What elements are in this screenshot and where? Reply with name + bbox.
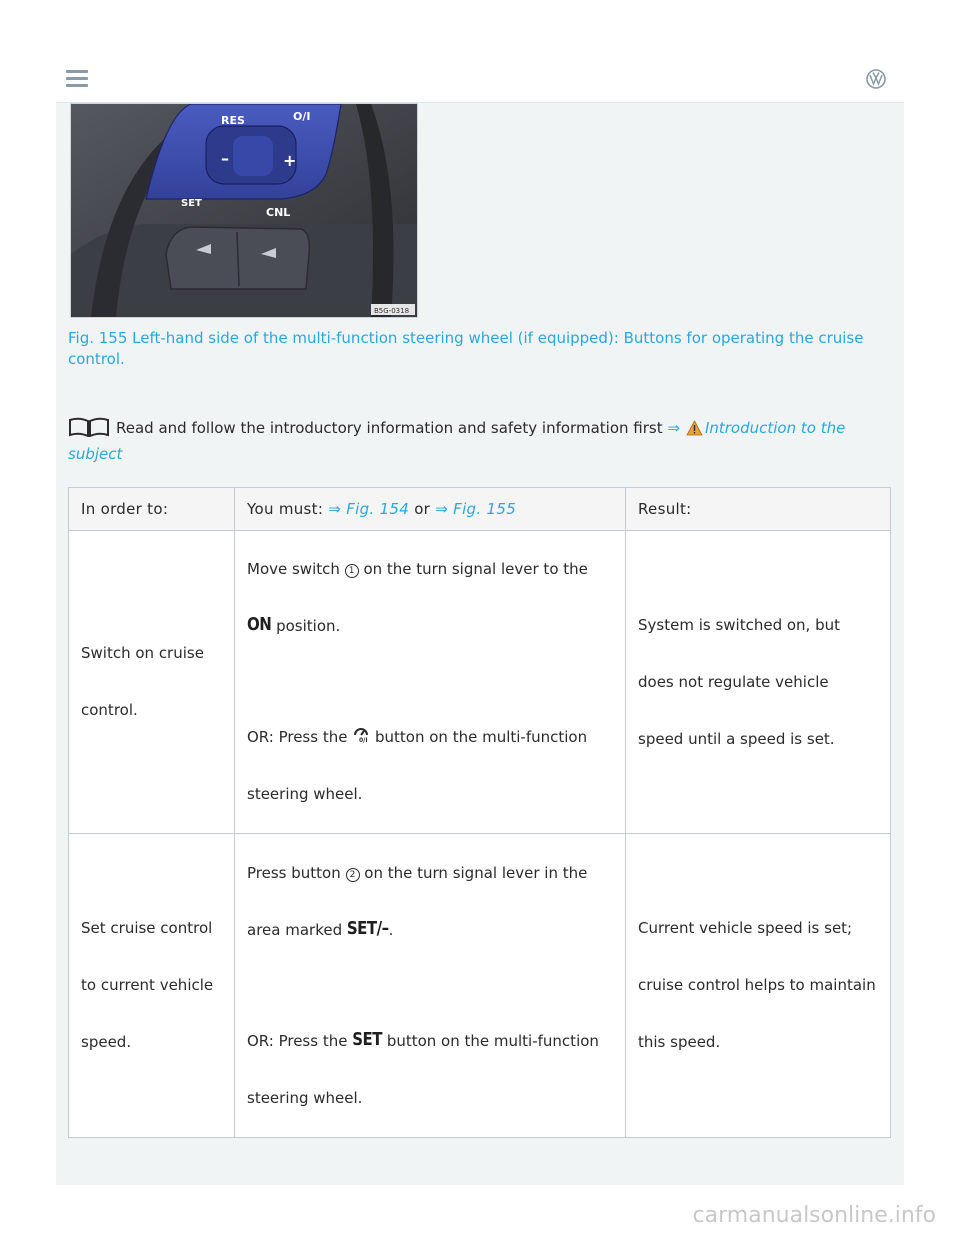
minus-button-label: –: [221, 149, 229, 168]
action-cell: [235, 531, 626, 834]
action-or-prefix: OR: Press the: [247, 1031, 348, 1050]
action-cell: [235, 834, 626, 1138]
intro-arrow: ⇒: [667, 419, 680, 437]
vw-logo-icon[interactable]: [866, 69, 886, 89]
cruise-control-table: [68, 487, 891, 1138]
fig-155-link[interactable]: ⇒ Fig. 155: [435, 500, 517, 518]
result-cell: System is switched on, but does not regulate vehicle speed until a speed is set.: [626, 531, 891, 834]
action-mid: on the turn signal lever in the area marked: [247, 863, 588, 939]
action-prefix: Press button: [247, 863, 341, 882]
onoff-button-label: O/I: [293, 110, 311, 123]
top-navigation-bar: [56, 56, 904, 103]
header-or-text: or: [414, 500, 431, 518]
result-cell: Current vehicle speed is set; cruise control helps to maintain this speed.: [626, 834, 891, 1138]
action-step-2: [247, 709, 613, 823]
steering-wheel-figure: [70, 103, 418, 318]
action-step-1: [247, 845, 613, 959]
set-button-label: SET: [181, 198, 202, 209]
warning-triangle-icon: [686, 420, 703, 436]
intro-text: Read and follow the introductory information and safety information first: [116, 419, 663, 437]
hamburger-menu-icon[interactable]: [66, 70, 88, 88]
page-content: [56, 103, 904, 1185]
table-header-row: [69, 488, 891, 531]
table-row: [69, 531, 891, 834]
svg-text:0/I: 0/I: [359, 737, 368, 743]
action-suffix: .: [388, 920, 394, 939]
action-step-1: [247, 541, 613, 655]
steering-wheel-illustration: [71, 104, 417, 317]
action-suffix: position.: [276, 617, 341, 635]
fig-154-link[interactable]: ⇒ Fig. 154: [328, 500, 410, 518]
action-prefix: Move switch: [247, 560, 340, 578]
switch-marker: 1: [345, 564, 359, 578]
task-cell: Set cruise control to current vehicle speed.: [69, 834, 235, 1138]
figure-caption: Fig. 155 Left-hand side of the multi-function steering wheel (if equipped): Buttons for operating the cruise control.: [68, 329, 864, 368]
task-cell: Switch on cruise control.: [69, 531, 235, 834]
set-minus-badge: SET/–: [346, 916, 389, 939]
header-in-order-to: In order to:: [69, 488, 235, 531]
action-step-2: [247, 1013, 613, 1127]
cnl-button-label: CNL: [266, 206, 291, 219]
header-you-must: [235, 488, 626, 531]
intro-note: [68, 415, 888, 467]
open-book-icon: [68, 417, 110, 437]
action-or-suffix: button on the multi-function steering wheel.: [247, 728, 588, 803]
action-or-suffix: button on the multi-function steering wheel.: [247, 1031, 599, 1107]
action-mid: on the turn signal lever to the: [363, 560, 588, 578]
table-row: [69, 834, 891, 1138]
header-result: Result:: [626, 488, 891, 531]
action-or-prefix: OR: Press the: [247, 728, 348, 746]
introduction-link[interactable]: Introduction to the subject: [68, 419, 846, 463]
set-button-badge: SET: [352, 1027, 383, 1050]
site-watermark: carmanualsonline.info: [692, 1203, 936, 1228]
header-you-must-label: You must:: [247, 500, 324, 518]
res-button-label: RES: [221, 114, 245, 127]
button-marker: 2: [346, 868, 360, 882]
plus-button-label: +: [283, 151, 297, 170]
figure-image-code: B5G-0318: [374, 307, 410, 315]
cruise-onoff-button-icon: [352, 725, 370, 743]
on-position-badge: ON: [247, 613, 272, 635]
